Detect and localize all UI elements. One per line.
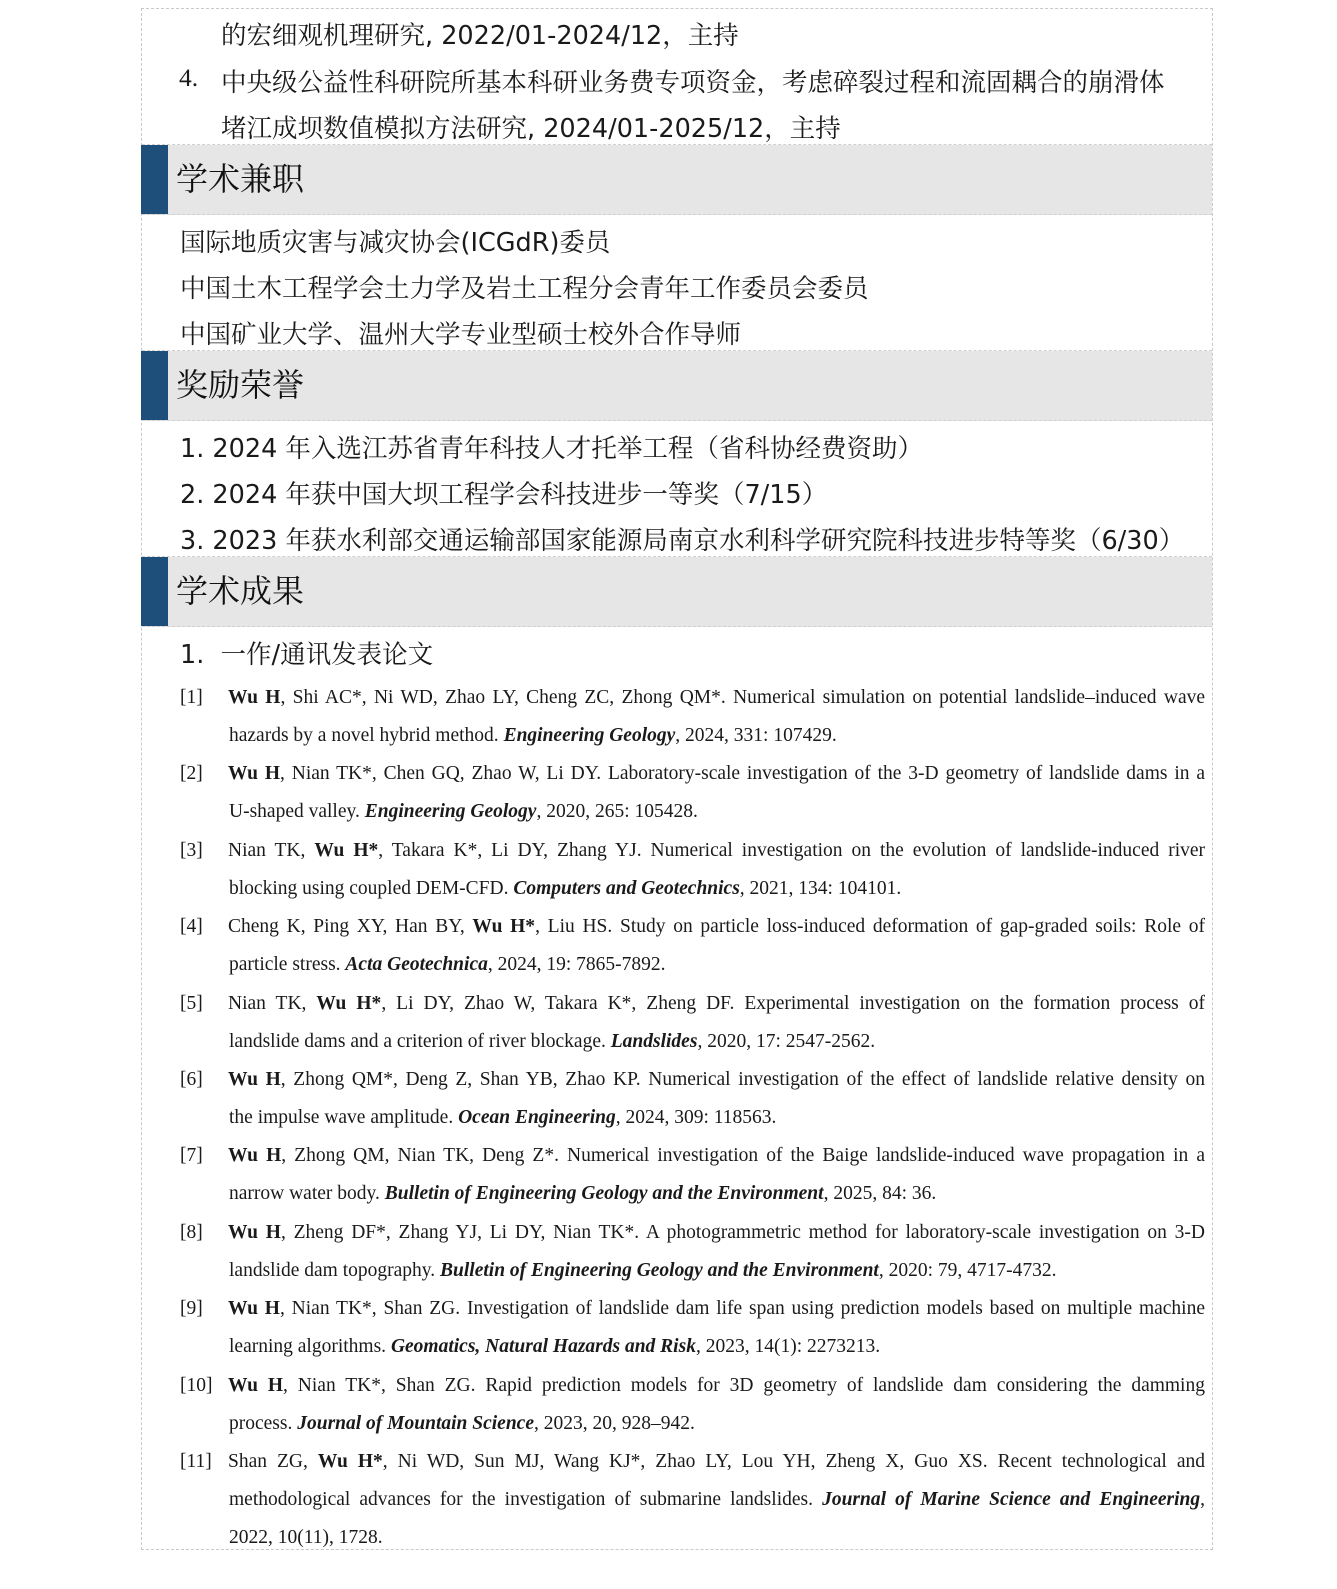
publication-title-end: narrow water body.	[229, 1183, 385, 1205]
publication-line-1	[228, 1061, 1205, 1099]
publication-entry	[180, 908, 1205, 984]
publication-coauthors: Shan ZG,	[228, 1451, 318, 1472]
publication-line-2	[229, 1175, 1205, 1213]
section-accent-bar	[141, 351, 168, 420]
publication-journal: Geomatics, Natural Hazards and Risk	[390, 1336, 696, 1358]
publication-line-1	[228, 1367, 1205, 1405]
section-accent-bar	[141, 145, 168, 214]
role-item: 国际地质灾害与减灾协会(ICGdR)委员	[180, 228, 611, 258]
publication-author-highlight: Wu H	[228, 1069, 281, 1090]
publication-title-end: landslide dam topography.	[229, 1259, 441, 1281]
publication-entry	[180, 1137, 1205, 1213]
publication-line-2	[229, 1328, 1205, 1366]
role-item: 中国矿业大学、温州大学专业型硕士校外合作导师	[180, 320, 742, 350]
publications-block	[142, 627, 1212, 1551]
publication-entry	[180, 1061, 1205, 1137]
projects-tail	[142, 9, 1212, 145]
publications-subheading: 1. 一作/通讯发表论文	[180, 640, 434, 670]
project-3-continuation: 的宏细观机理研究, 2022/01-2024/12，主持	[221, 21, 739, 51]
publication-author-highlight: Wu H	[228, 1374, 284, 1396]
publication-index: [11]	[180, 1451, 212, 1472]
publication-title-end: landslide dams and a criterion of river blockage.	[229, 1030, 611, 1052]
publication-line-1	[228, 755, 1205, 793]
publication-journal: Journal of Mountain Science	[297, 1412, 534, 1434]
publication-line-2	[229, 1099, 1205, 1137]
publication-citation: , 2023, 14(1): 2273213.	[695, 1336, 881, 1358]
publication-title-end: hazards by a novel hybrid method.	[229, 725, 504, 746]
publication-line-1	[228, 1443, 1205, 1481]
publication-index: [2]	[180, 763, 203, 785]
publication-author-highlight: Wu H*	[316, 992, 382, 1014]
publication-text: , Nian TK*, Shan ZG. Rapid prediction models for 3D geometry of landslide dam considering the damming	[283, 1374, 1205, 1396]
awards-list	[142, 421, 1212, 557]
publication-title-end: U-shaped valley.	[229, 801, 365, 823]
publication-index: [5]	[180, 992, 203, 1014]
publication-entry	[180, 985, 1205, 1061]
resume-page	[141, 8, 1213, 1550]
publication-coauthors: Nian TK,	[228, 992, 317, 1014]
publication-coauthors: Nian TK,	[228, 839, 315, 861]
publication-coauthors: Cheng K, Ping XY, Han BY,	[228, 916, 473, 938]
publication-text: , Ni WD, Sun MJ, Wang KJ*, Zhao LY, Lou YH, Zheng X, Guo XS. Recent technological and	[382, 1451, 1205, 1472]
award-item: 2. 2024 年获中国大坝工程学会科技进步一等奖（7/15）	[180, 480, 828, 510]
publication-text: , Liu HS. Study on particle loss-induced deformation of gap-graded soils: Role of	[535, 916, 1205, 938]
award-item: 1. 2024 年入选江苏省青年科技人才托举工程（省科协经费资助）	[180, 434, 923, 464]
publication-author-highlight: Wu H	[228, 763, 281, 785]
publication-line-1	[228, 908, 1205, 946]
publication-title-end: learning algorithms.	[229, 1336, 391, 1358]
publication-index: [7]	[180, 1145, 203, 1167]
publication-line-1	[228, 832, 1205, 870]
publication-entry	[180, 1214, 1205, 1290]
publication-citation: , 2024, 309: 118563.	[615, 1107, 777, 1128]
publication-line-1	[228, 1214, 1205, 1252]
project-4-number: 4.	[179, 63, 199, 92]
publication-entry	[180, 1443, 1205, 1557]
publication-citation: , 2021, 134: 104101.	[739, 877, 902, 899]
publication-title-end: methodological advances for the investigation of submarine landslides.	[229, 1489, 823, 1510]
publication-text: , Zhong QM*, Deng Z, Shan YB, Zhao KP. Numerical investigation of the effect of landslide relative density on	[280, 1069, 1205, 1090]
publication-text: , Nian TK*, Chen GQ, Zhao W, Li DY. Laboratory-scale investigation of the 3-D geometry of landslide dams in a	[280, 763, 1205, 785]
publication-index: [4]	[180, 916, 203, 938]
publication-title-end: process.	[229, 1412, 298, 1434]
publication-author-highlight: Wu H*	[314, 839, 379, 861]
publication-journal: Computers and Geotechnics	[513, 877, 740, 899]
section-title: 奖励荣誉	[176, 366, 305, 404]
publication-citation: , 2020: 79, 4717-4732.	[878, 1259, 1057, 1281]
award-item: 3. 2023 年获水利部交通运输部国家能源局南京水利科学研究院科技进步特等奖（6/30）	[180, 526, 1185, 556]
publication-entry	[180, 1367, 1205, 1443]
publication-text: , Nian TK*, Shan ZG. Investigation of landslide dam life span using prediction models based on multiple machine	[279, 1298, 1205, 1320]
publication-index: [6]	[180, 1069, 203, 1090]
publication-text: , Zheng DF*, Zhang YJ, Li DY, Nian TK*. A photogrammetric method for laboratory-scale investigation on 3-D	[280, 1221, 1205, 1243]
publication-citation: , 2024, 331: 107429.	[675, 725, 837, 746]
publication-index: [1]	[180, 687, 203, 708]
publication-citation: , 2025, 84: 36.	[823, 1183, 937, 1205]
publication-citation: ,	[1200, 1489, 1205, 1510]
section-accent-bar	[141, 557, 168, 626]
publication-line-1	[228, 985, 1205, 1023]
publication-author-highlight: Wu H*	[317, 1451, 383, 1472]
publication-line-1	[228, 679, 1205, 717]
publication-author-highlight: Wu H	[228, 1298, 280, 1320]
publication-journal: Engineering Geology	[503, 725, 676, 746]
section-header-awards	[142, 351, 1212, 421]
publication-title-end: the impulse wave amplitude.	[229, 1107, 459, 1128]
publication-index: [8]	[180, 1221, 203, 1243]
publication-line-3: 2022, 10(11), 1728.	[229, 1527, 383, 1548]
publication-line-2	[229, 1023, 1205, 1061]
publication-line-2	[229, 717, 1205, 755]
publication-entry	[180, 1290, 1205, 1366]
publication-entry	[180, 832, 1205, 908]
publication-line-2	[229, 1405, 1205, 1443]
publication-journal: Bulletin of Engineering Geology and the Environment	[440, 1259, 879, 1281]
publication-entry	[180, 679, 1205, 755]
publication-line-2	[229, 870, 1205, 908]
section-header-academic-roles	[142, 145, 1212, 215]
publication-author-highlight: Wu H	[228, 1221, 281, 1243]
publication-title-end: particle stress.	[229, 954, 346, 976]
section-title: 学术成果	[176, 572, 305, 610]
publication-entry	[180, 755, 1205, 831]
publication-line-2	[229, 1252, 1205, 1290]
publication-journal: Bulletin of Engineering Geology and the Environment	[384, 1183, 824, 1205]
publication-citation: , 2023, 20, 928–942.	[534, 1412, 695, 1434]
publication-index: [3]	[180, 839, 203, 861]
publication-journal: Landslides	[610, 1030, 698, 1052]
publication-citation: , 2020, 17: 2547-2562.	[697, 1030, 876, 1052]
publication-text: , Shi AC*, Ni WD, Zhao LY, Cheng ZC, Zhong QM*. Numerical simulation on potential landslide–induced wave	[280, 687, 1206, 708]
publication-text: , Takara K*, Li DY, Zhang YJ. Numerical investigation on the evolution of landslide-induced river	[378, 839, 1206, 861]
publication-index: [10]	[180, 1374, 213, 1396]
project-4-line1: 中央级公益性科研院所基本科研业务费专项资金，考虑碎裂过程和流固耦合的崩滑体	[221, 68, 1165, 98]
publication-title-end: blocking using coupled DEM-CFD.	[229, 877, 514, 899]
publication-line-1	[228, 1290, 1205, 1328]
project-4-line2: 堵江成坝数值模拟方法研究, 2024/01-2025/12，主持	[221, 114, 841, 144]
section-header-achievements	[142, 557, 1212, 627]
publication-author-highlight: Wu H*	[472, 916, 536, 938]
publication-line-1	[228, 1137, 1205, 1175]
publication-line-2	[229, 946, 1205, 984]
publication-author-highlight: Wu H	[228, 687, 281, 708]
publication-text: , Zhong QM, Nian TK, Deng Z*. Numerical investigation of the Baige landslide-induced wave propagation in a	[281, 1145, 1205, 1167]
publication-citation: , 2020, 265: 105428.	[536, 801, 698, 823]
publication-citation: , 2024, 19: 7865-7892.	[487, 954, 666, 976]
publication-index: [9]	[180, 1298, 203, 1320]
publication-journal: Engineering Geology	[364, 801, 537, 823]
publication-journal: Ocean Engineering	[458, 1107, 616, 1128]
section-title: 学术兼职	[176, 160, 305, 198]
publication-journal: Acta Geotechnica	[345, 954, 488, 976]
publication-line-2	[229, 1481, 1205, 1519]
publication-journal: Journal of Marine Science and Engineering	[822, 1489, 1201, 1510]
academic-roles-list	[142, 215, 1212, 351]
publication-author-highlight: Wu H	[228, 1145, 282, 1167]
publication-line-2	[229, 793, 1205, 831]
role-item: 中国土木工程学会土力学及岩土工程分会青年工作委员会委员	[180, 274, 869, 304]
publication-text: , Li DY, Zhao W, Takara K*, Zheng DF. Experimental investigation on the formation process of	[381, 992, 1205, 1014]
